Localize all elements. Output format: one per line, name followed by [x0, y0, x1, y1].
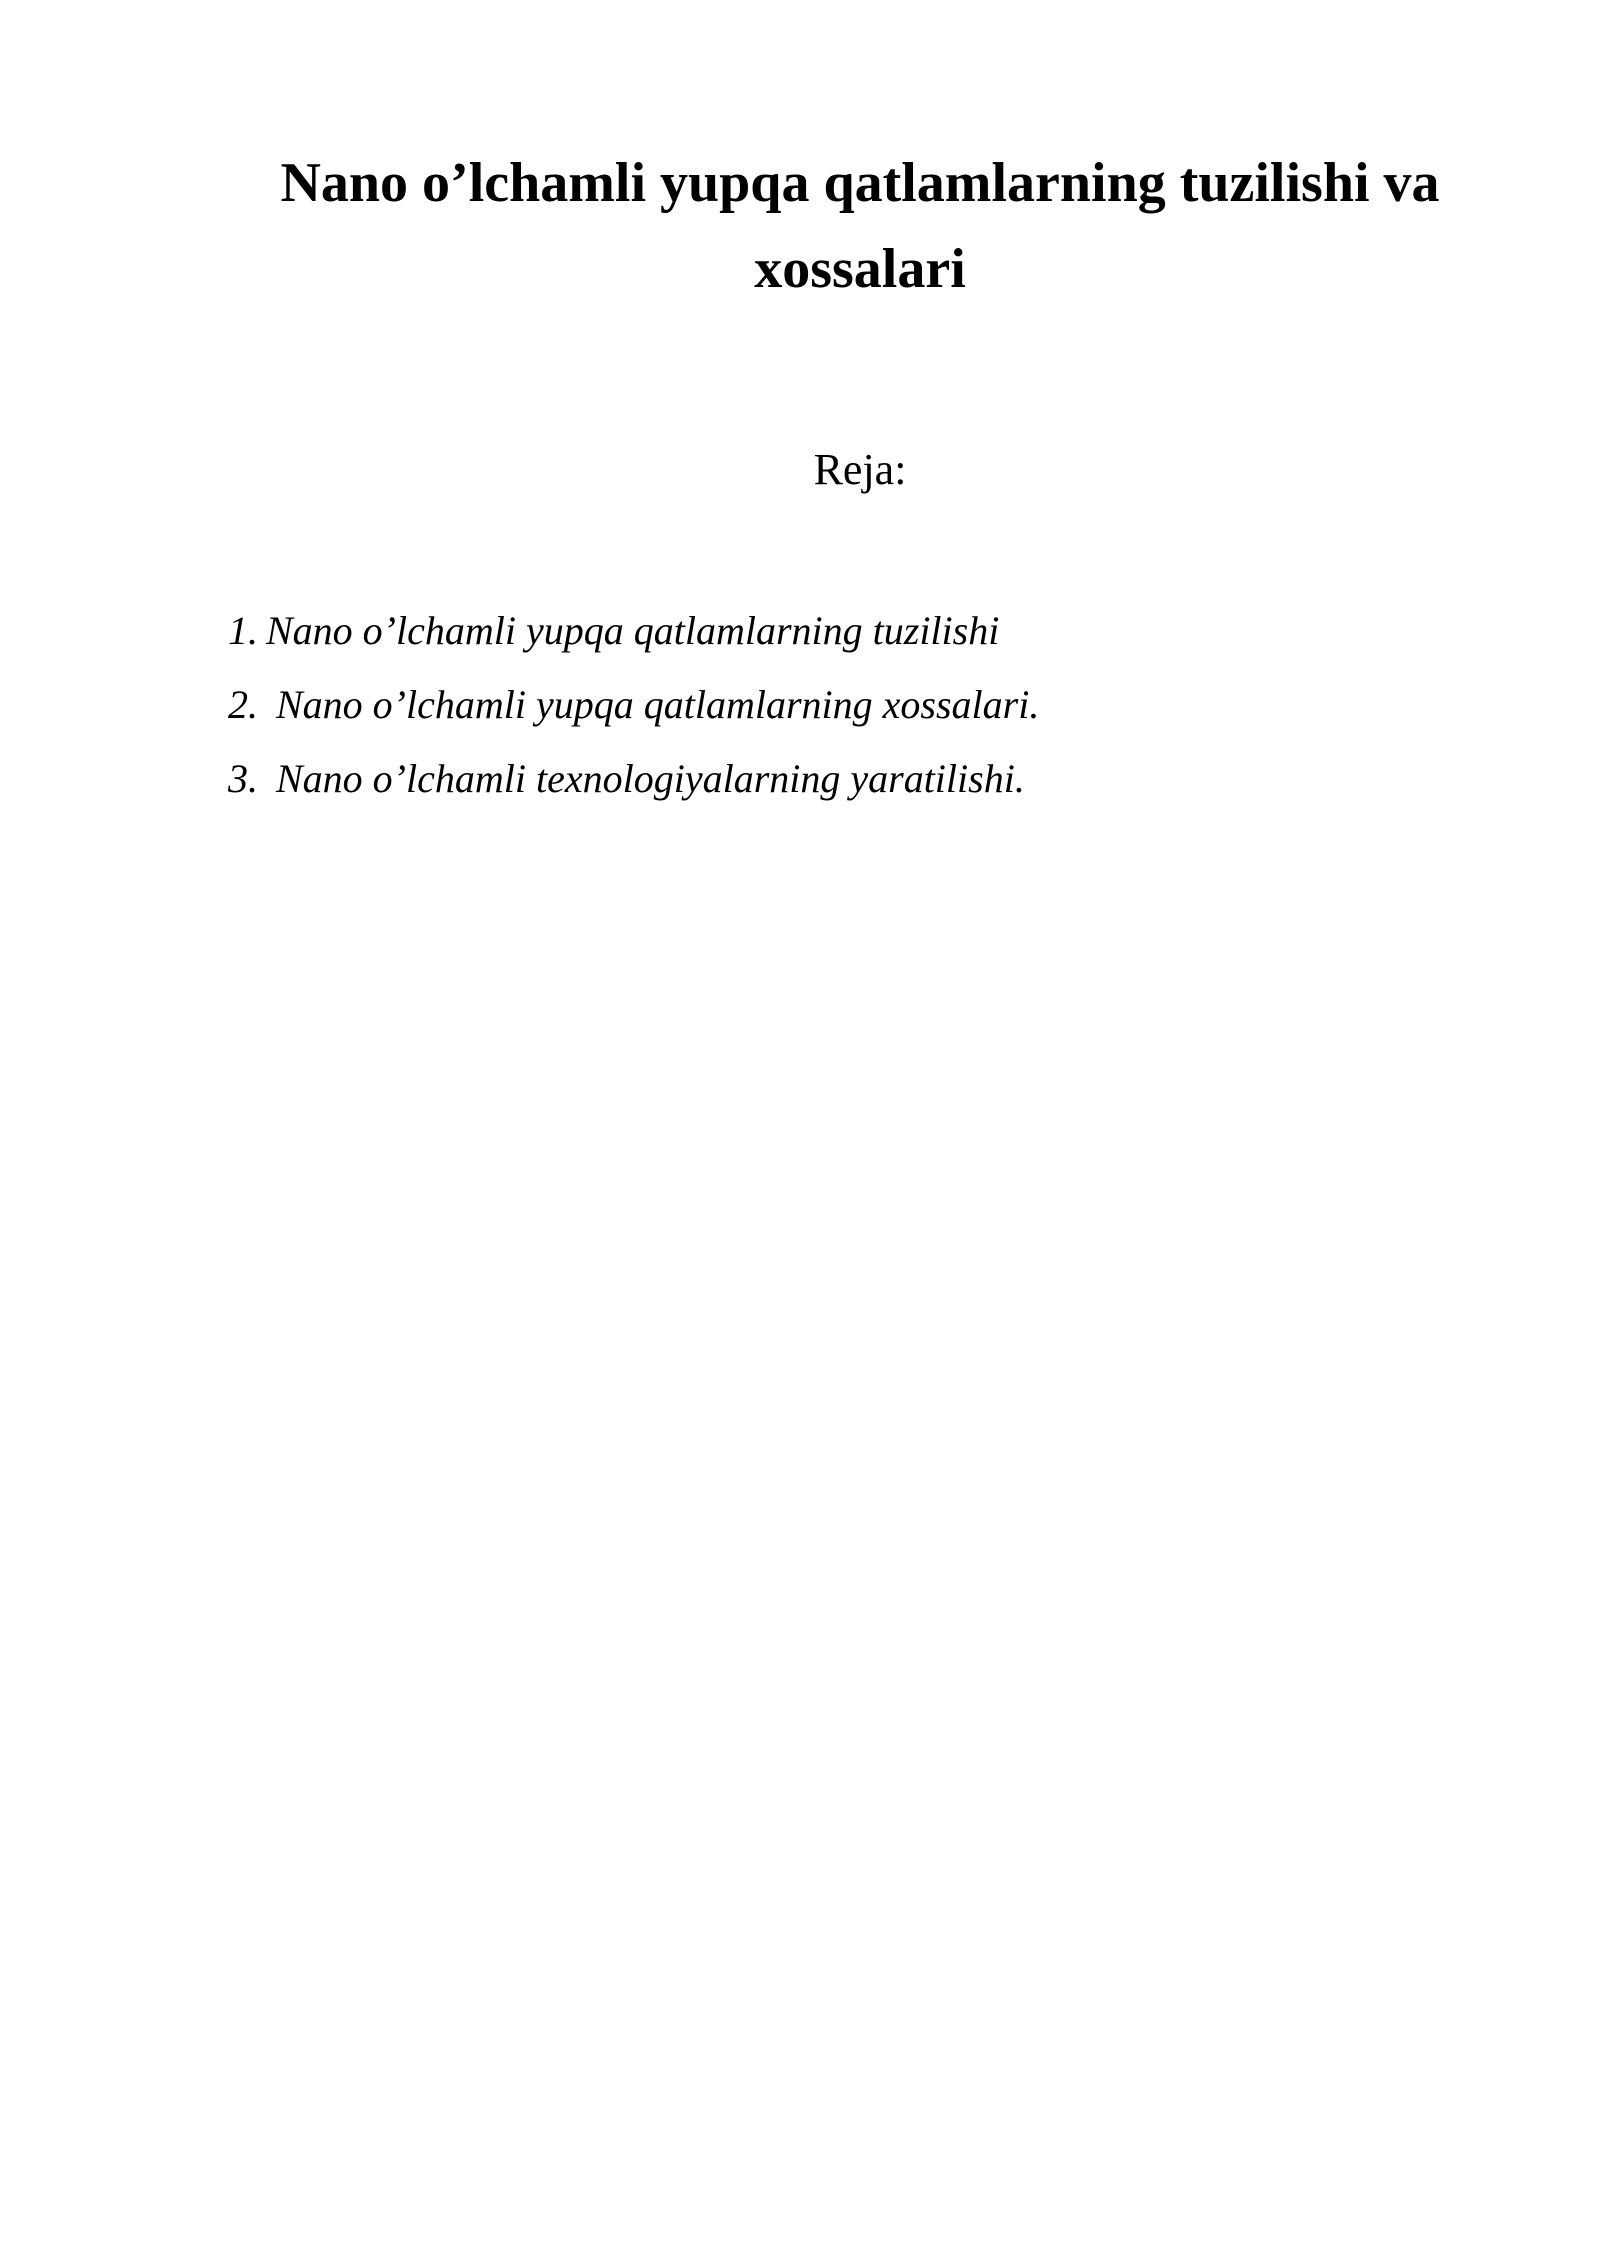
plan-item-number: 2. — [228, 682, 258, 727]
plan-heading: Reja: — [813, 445, 907, 494]
plan-item-text: Nano o’lchamli yupqa qatlamlarning tuzilishi — [266, 608, 1000, 653]
plan-list — [228, 605, 1039, 827]
plan-item-text: Nano o’lchamli texnologiyalarning yaratilishi. — [276, 756, 1025, 801]
plan-item-number: 1. — [228, 608, 258, 653]
plan-item — [228, 753, 1039, 827]
plan-item-number: 3. — [228, 756, 258, 801]
document-title — [200, 140, 1520, 312]
title-line-1: Nano o’lchamli yupqa qatlamlarning tuzilishi va — [280, 152, 1440, 214]
plan-item — [228, 605, 1039, 679]
plan-item-text: Nano o’lchamli yupqa qatlamlarning xossalari. — [276, 682, 1040, 727]
plan-item — [228, 679, 1039, 753]
title-line-2: xossalari — [754, 238, 966, 300]
